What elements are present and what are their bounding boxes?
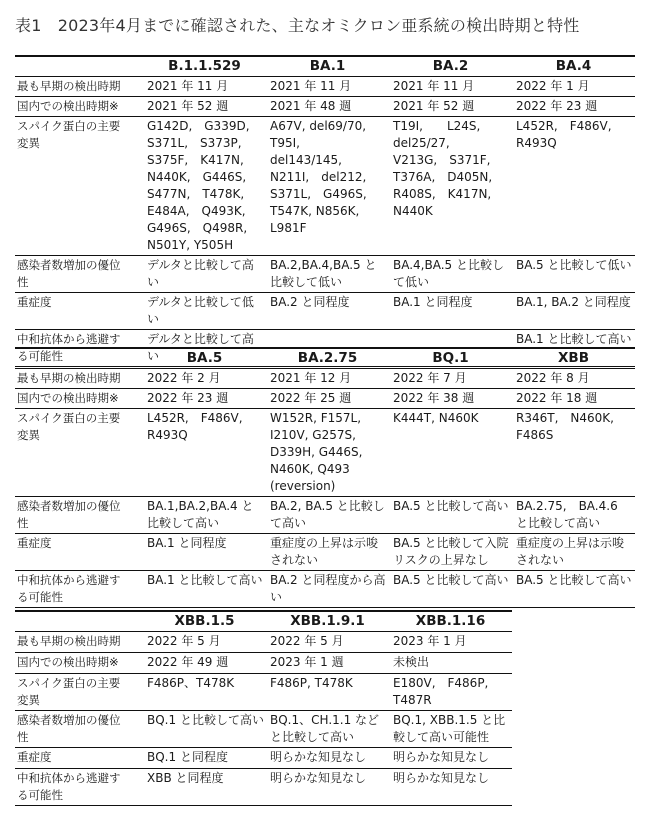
table-cell: BA.5 と比較して低い: [512, 256, 635, 293]
table-row: [15, 674, 512, 711]
table-cell: BA.2.75, BA.4.6 と比較して高い: [512, 497, 635, 534]
table-cell: 重症度の上昇は示唆 されない: [512, 534, 635, 571]
table-row: [15, 409, 635, 497]
table-cell: A67V, del69/70, T95I, del143/145, N211I, del212, S371L, G496S, T547K, N856K, L981F: [266, 117, 389, 256]
variant-header: BA.4: [512, 56, 635, 77]
row-label: 重症度: [15, 293, 143, 330]
row-label: 最も早期の検出時期: [15, 632, 143, 653]
table-row: [15, 653, 512, 674]
variant-header: B.1.1.529: [143, 56, 266, 77]
table-cell: 2021 年 12 月: [266, 369, 389, 389]
table-cell: 2022 年 1 月: [512, 77, 635, 97]
table-cell: 明らかな知見なし: [266, 769, 389, 806]
row-label: 国内での検出時期※: [15, 389, 143, 409]
row-label: 国内での検出時期※: [15, 653, 143, 674]
row-label: 最も早期の検出時期: [15, 77, 143, 97]
table-cell: 2021 年 48 週: [266, 97, 389, 117]
table-cell: F486P, T478K: [266, 674, 389, 711]
header-corner-cell: [15, 56, 143, 77]
table-cell: K444T, N460K: [389, 409, 512, 497]
table-cell: 明らかな知見なし: [389, 748, 512, 769]
table-cell: 2022 年 18 週: [512, 389, 635, 409]
variant-table-1: [15, 55, 635, 367]
table-cell: デルタと比較して高い: [143, 256, 266, 293]
variant-header: BA.1: [266, 56, 389, 77]
variant-header: XBB: [512, 348, 635, 369]
table-cell: BA.2,BA.4,BA.5 と 比較して低い: [266, 256, 389, 293]
variant-header: BA.2.75: [266, 348, 389, 369]
table-row: [15, 497, 635, 534]
variant-header: XBB.1.9.1: [266, 611, 389, 632]
table-row: [15, 97, 635, 117]
variant-header: BA.2: [389, 56, 512, 77]
document-title: 表1 2023年4月までに確認された、主なオミクロン亜系統の検出時期と特性: [15, 16, 580, 35]
table-cell: 2021 年 11 月: [389, 77, 512, 97]
table-cell: BA.1 と同程度: [143, 534, 266, 571]
table-header-row: [15, 611, 512, 632]
header-corner-cell: [15, 611, 143, 632]
table-cell: L452R, F486V, R493Q: [512, 117, 635, 256]
table-cell: 2021 年 11 月: [266, 77, 389, 97]
table-row: [15, 769, 512, 806]
table-cell: 2022 年 25 週: [266, 389, 389, 409]
table-row: [15, 711, 512, 748]
table-cell: 2022 年 5 月: [266, 632, 389, 653]
header-corner-cell: [15, 348, 143, 369]
table-cell: BA.1,BA.2,BA.4 と 比較して高い: [143, 497, 266, 534]
variant-header: BA.5: [143, 348, 266, 369]
table-cell: BA.2 と同程度: [266, 293, 389, 330]
table-cell: 2021 年 52 週: [143, 97, 266, 117]
table-header-row: [15, 348, 635, 369]
table-cell: BA.2, BA.5 と比較し て高い: [266, 497, 389, 534]
table-row: [15, 534, 635, 571]
row-label: スパイク蛋白の主要 変異: [15, 674, 143, 711]
table-cell: E180V, F486P, T487R: [389, 674, 512, 711]
table-cell: 2022 年 5 月: [143, 632, 266, 653]
table-cell: T19I, L24S, del25/27, V213G, S371F, T376A, D405N, R408S, K417N, N440K: [389, 117, 512, 256]
table-cell: 2021 年 52 週: [389, 97, 512, 117]
table-header-row: [15, 56, 635, 77]
table-cell: 2022 年 8 月: [512, 369, 635, 389]
table-row: [15, 748, 512, 769]
table-cell: BA.5 と比較して入院 リスクの上昇なし: [389, 534, 512, 571]
table-cell: 明らかな知見なし: [389, 769, 512, 806]
table-cell: W152R, F157L, I210V, G257S, D339H, G446S, N460K, Q493 (reversion): [266, 409, 389, 497]
table-cell: R346T, N460K, F486S: [512, 409, 635, 497]
table-row: [15, 256, 635, 293]
row-label: 国内での検出時期※: [15, 97, 143, 117]
row-label: 感染者数増加の優位 性: [15, 497, 143, 534]
row-label: スパイク蛋白の主要 変異: [15, 117, 143, 256]
table-cell: デルタと比較して高い: [143, 330, 266, 367]
table-cell: BA.5 と比較して高い: [389, 497, 512, 534]
table-cell: BQ.1 と比較して高い: [143, 711, 266, 748]
row-label: 中和抗体から逃避す る可能性: [15, 330, 143, 367]
table-cell: XBB と同程度: [143, 769, 266, 806]
table-cell: 2022 年 23 週: [512, 97, 635, 117]
variant-header: XBB.1.16: [389, 611, 512, 632]
table-cell: BQ.1, XBB.1.5 と比 較して高い可能性: [389, 711, 512, 748]
table-cell: BA.1, BA.2 と同程度: [512, 293, 635, 330]
table-cell: BQ.1、CH.1.1 など と比較して高い: [266, 711, 389, 748]
table-cell: BA.2 と同程度から高 い: [266, 571, 389, 608]
table-row: [15, 369, 635, 389]
table-cell: 2022 年 7 月: [389, 369, 512, 389]
row-label: 中和抗体から逃避す る可能性: [15, 769, 143, 806]
variant-header: BQ.1: [389, 348, 512, 369]
table-cell: G142D, G339D, S371L, S373P, S375F, K417N, N440K, G446S, S477N, T478K, E484A, Q493K, G496S, Q498R, N501Y, Y505H: [143, 117, 266, 256]
table-cell: 明らかな知見なし: [266, 748, 389, 769]
row-label: 重症度: [15, 748, 143, 769]
table-cell: BA.1 と比較して高い: [512, 330, 635, 367]
table-row: [15, 571, 635, 608]
table-cell: BQ.1 と同程度: [143, 748, 266, 769]
row-label: 重症度: [15, 534, 143, 571]
table-cell: 2023 年 1 月: [389, 632, 512, 653]
table-cell: 2021 年 11 月: [143, 77, 266, 97]
table-row: [15, 632, 512, 653]
table-cell: 未検出: [389, 653, 512, 674]
variant-table-2: [15, 347, 635, 608]
row-label: スパイク蛋白の主要 変異: [15, 409, 143, 497]
table-cell: BA.5 と比較して高い: [389, 571, 512, 608]
table-row: [15, 293, 635, 330]
table-cell: BA.1 と同程度: [389, 293, 512, 330]
table-cell: 2023 年 1 週: [266, 653, 389, 674]
table-row: [15, 77, 635, 97]
table-cell: 2022 年 38 週: [389, 389, 512, 409]
table-cell: 2022 年 2 月: [143, 369, 266, 389]
table-cell: BA.1 と比較して高い: [143, 571, 266, 608]
table-cell: 2022 年 49 週: [143, 653, 266, 674]
variant-header: XBB.1.5: [143, 611, 266, 632]
table-cell: L452R, F486V, R493Q: [143, 409, 266, 497]
variant-table-3: [15, 610, 512, 806]
row-label: 感染者数増加の優位 性: [15, 256, 143, 293]
table-cell: BA.4,BA.5 と比較し て低い: [389, 256, 512, 293]
table-cell: BA.5 と比較して高い: [512, 571, 635, 608]
row-label: 最も早期の検出時期: [15, 369, 143, 389]
table-cell: デルタと比較して低い: [143, 293, 266, 330]
table-cell: F486P、T478K: [143, 674, 266, 711]
row-label: 感染者数増加の優位 性: [15, 711, 143, 748]
table-cell: 重症度の上昇は示唆 されない: [266, 534, 389, 571]
table-cell: 2022 年 23 週: [143, 389, 266, 409]
table-row: [15, 389, 635, 409]
row-label: 中和抗体から逃避す る可能性: [15, 571, 143, 608]
table-row: [15, 117, 635, 256]
